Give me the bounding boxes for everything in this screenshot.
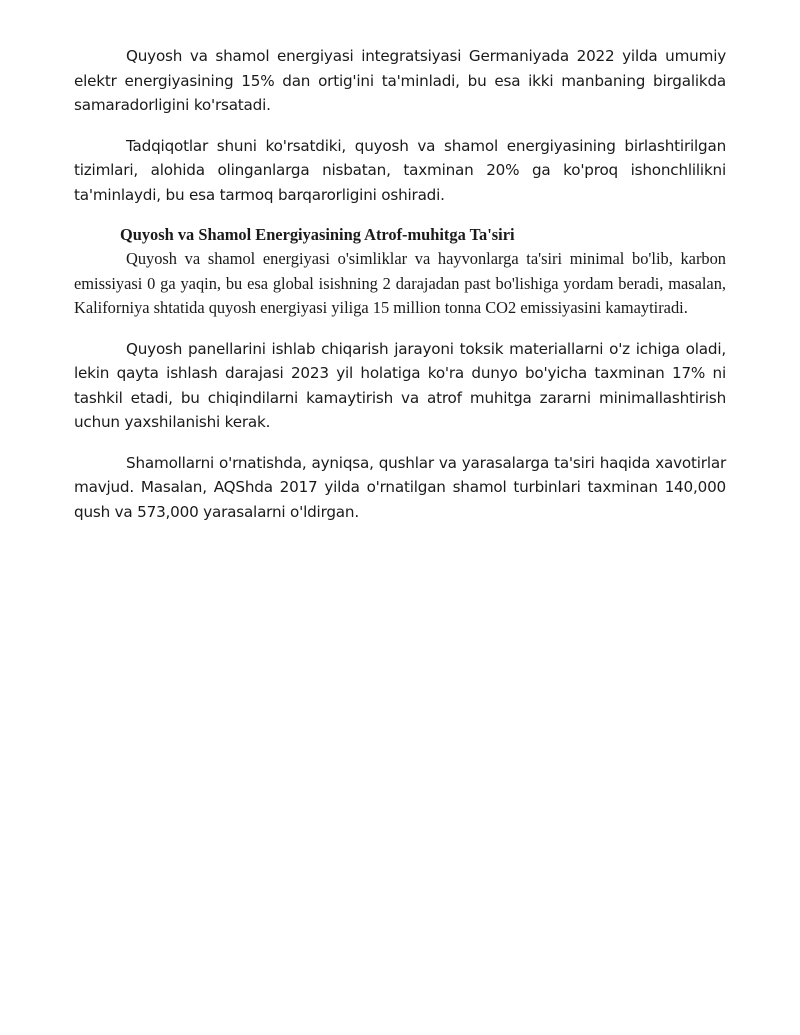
document-page bbox=[74, 44, 726, 524]
paragraph-integration: Quyosh va shamol energiyasi integratsiyasi Germaniyada 2022 yilda umumiy elektr energiyasining 15% dan ortig'ini ta'minladi, bu esa ikki manbaning birgalikda samaradorligini ko'rsatadi. bbox=[74, 47, 726, 114]
paragraph-wind-turbines: Shamollarni o'rnatishda, ayniqsa, qushlar va yarasalarga ta'siri haqida xavotirlar mavjud. Masalan, AQShda 2017 yilda o'rnatilgan shamol turbinlari taxminan 140,000 qush va 573,000 yarasalarni o'ldirgan. bbox=[74, 453, 726, 521]
paragraph-solar-panels: Quyosh panellarini ishlab chiqarish jarayoni toksik materiallarni o'z ichiga oladi, lekin qayta ishlash darajasi 2023 yil holatiga ko'ra dunyo bo'yicha taxminan 17% ni tashkil etadi, bu chiqindilarni kamaytirish va atrof muhitga zararni minimallashtirish uchun yaxshilanishi kerak. bbox=[74, 339, 726, 431]
section-heading: Quyosh va Shamol Energiyasining Atrof-muhitga Ta'siri bbox=[120, 225, 515, 244]
paragraph-reliability: Tadqiqotlar shuni ko'rsatdiki, quyosh va shamol energiyasining birlashtirilgan tizimlari, alohida olinganlarga nisbatan, taxminan 20% ga ko'proq ishonchlilikni ta'minlaydi, bu esa tarmoq barqarorligini oshiradi. bbox=[74, 136, 726, 204]
paragraph-environment: Quyosh va shamol energiyasi o'simliklar va hayvonlarga ta'siri minimal bo'lib, karbon emissiyasi 0 ga yaqin, bu esa global isishning 2 darajadan past bo'lishiga yordam beradi, masalan, Kaliforniya shtatida quyosh energiyasi yiliga 15 million tonna CO2 emissiyasini kamaytiradi. bbox=[74, 249, 726, 317]
